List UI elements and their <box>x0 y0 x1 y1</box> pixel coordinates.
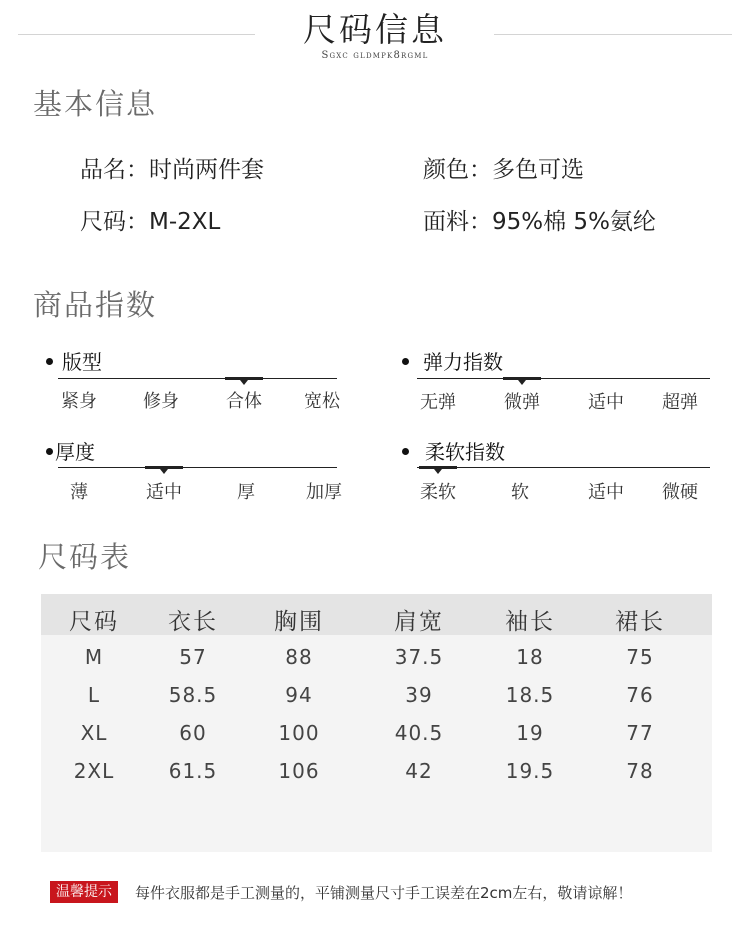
fit-index-label: 版型 <box>46 346 102 375</box>
table-header-cell: 裙长 <box>615 609 665 635</box>
size-table-title: 尺码表 <box>38 540 132 574</box>
product-name: 品名：时尚两件套 <box>80 157 264 183</box>
table-cell: 42 <box>405 759 433 783</box>
page-title: 尺码信息 <box>303 10 447 49</box>
table-header-cell: 胸围 <box>274 609 324 635</box>
table-cell: 19 <box>516 721 544 745</box>
fit-option: 紧身 <box>61 391 97 412</box>
table-cell: 88 <box>285 645 313 669</box>
caret-down-icon <box>240 380 248 385</box>
measurement-note: 每件衣服都是手工测量的，平铺测量尺寸手工误差在2cm左右，敬请谅解！ <box>135 884 633 902</box>
bullet-icon <box>46 358 53 365</box>
fit-option: 修身 <box>143 391 179 412</box>
basic-info-title: 基本信息 <box>33 87 158 121</box>
thickness-option: 加厚 <box>306 482 342 503</box>
table-header-cell: 袖长 <box>505 609 555 635</box>
product-color: 颜色：多色可选 <box>423 157 584 183</box>
thickness-scale-line <box>58 467 337 468</box>
fit-scale-line <box>58 378 337 379</box>
softness-option: 软 <box>511 482 529 503</box>
table-cell: 37.5 <box>394 645 444 669</box>
softness-option: 微硬 <box>662 482 698 503</box>
table-cell: 61.5 <box>168 759 218 783</box>
table-cell: 40.5 <box>394 721 444 745</box>
product-size-range: 尺码：M-2XL <box>80 209 221 235</box>
elasticity-scale-line <box>417 378 710 379</box>
table-cell: 39 <box>405 683 433 707</box>
product-fabric: 面料：95%棉 5%氨纶 <box>423 209 656 235</box>
table-cell: 18 <box>516 645 544 669</box>
table-cell: 18.5 <box>505 683 555 707</box>
table-header-cell: 肩宽 <box>394 609 444 635</box>
table-header-cell: 衣长 <box>168 609 218 635</box>
table-header-cell: 尺码 <box>69 609 119 635</box>
elasticity-option: 适中 <box>588 392 624 413</box>
softness-scale-line <box>417 467 710 468</box>
table-cell: 75 <box>626 645 654 669</box>
softness-option: 适中 <box>588 482 624 503</box>
table-cell: 58.5 <box>168 683 218 707</box>
softness-index-label: 柔软指数 <box>402 436 505 465</box>
caret-down-icon <box>518 380 526 385</box>
bullet-icon <box>402 358 409 365</box>
fit-option: 合体 <box>226 391 262 412</box>
table-cell: 94 <box>285 683 313 707</box>
table-cell: 60 <box>179 721 207 745</box>
thickness-index-label: 厚度 <box>46 436 95 465</box>
table-cell: 19.5 <box>505 759 555 783</box>
product-index-title: 商品指数 <box>33 288 158 322</box>
bullet-icon <box>402 448 409 455</box>
page-subtitle: Sgxc gldmpk8rgml <box>321 50 429 61</box>
table-cell: M <box>84 645 104 669</box>
table-cell: 2XL <box>73 759 115 783</box>
elasticity-index-label: 弹力指数 <box>402 346 503 375</box>
elasticity-option: 超弹 <box>662 392 698 413</box>
thickness-option: 厚 <box>237 482 255 503</box>
caret-down-icon <box>434 469 442 474</box>
thickness-option: 薄 <box>70 482 88 503</box>
table-cell: 76 <box>626 683 654 707</box>
table-cell: 100 <box>278 721 320 745</box>
fit-option: 宽松 <box>304 391 340 412</box>
table-cell: 77 <box>626 721 654 745</box>
elasticity-option: 无弹 <box>420 392 456 413</box>
bullet-icon <box>46 448 53 455</box>
table-cell: 57 <box>179 645 207 669</box>
caret-down-icon <box>160 469 168 474</box>
table-cell: 78 <box>626 759 654 783</box>
table-cell: 106 <box>278 759 320 783</box>
softness-option: 柔软 <box>420 482 456 503</box>
tip-badge: 温馨提示 <box>50 881 118 903</box>
table-cell: L <box>87 683 101 707</box>
elasticity-option: 微弹 <box>504 392 540 413</box>
thickness-option: 适中 <box>146 482 182 503</box>
table-cell: XL <box>80 721 108 745</box>
